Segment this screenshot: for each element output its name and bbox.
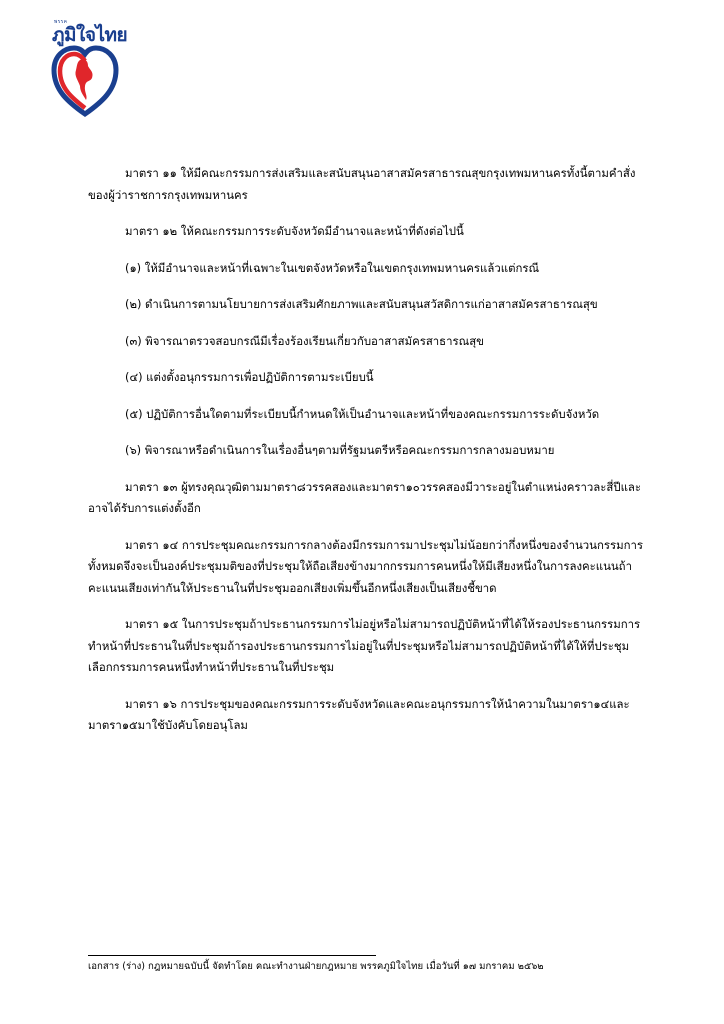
list-item-5: (๕) ปฏิบัติการอื่นใดตามที่ระเบียบนี้กำหนดให้เป็นอำนาจและหน้าที่ของคณะกรรมการระดับจังหวัด <box>125 406 600 421</box>
paragraph-section-16: มาตรา ๑๖ การประชุมของคณะกรรมการระดับจังหวัดและคณะอนุกรรมการให้นำความในมาตรา๑๔และมาตรา๑๕มาใช้บังคับโดยอนุโลม <box>88 696 630 732</box>
list-item-2: (๒) ดำเนินการตามนโยบายการส่งเสริมศักยภาพและสนับสนุนสวัสดิการแก่อาสาสมัครสาธารณสุข <box>125 297 598 311</box>
footer-divider <box>88 955 376 956</box>
paragraph-section-13: มาตรา ๑๓ ผู้ทรงคุณวุฒิตามมาตรา๘วรรคสองและมาตรา๑๐วรรคสองมีวาระอยู่ในตำแหน่งคราวละสี่ปีและอาจได้รับการแต่งตั้งอีก <box>88 479 642 515</box>
list-item-4: (๔) แต่งตั้งอนุกรรมการเพื่อปฏิบัติการตามระเบียบนี้ <box>125 370 374 384</box>
paragraph-section-12: มาตรา ๑๒ ให้คณะกรรมการระดับจังหวัดมีอำนาจและหน้าที่ดังต่อไปนี้ <box>125 224 464 238</box>
logo-small-text: พรรค <box>54 19 68 25</box>
heart-map-icon <box>50 44 120 118</box>
paragraph-section-14: มาตรา ๑๔ การประชุมคณะกรรมการกลางต้องมีกรรมการมาประชุมไม่น้อยกว่ากึ่งหนึ่งของจำนวนกรรมการทั้งหมดจึงจะเป็นองค์ประชุมมติของที่ประชุมให้ถือเสียงข้างมากกรรมการคนหนึ่งให้มีเสียงหนึ่งในการลงคะแนนถ้าคะแนนเสียงเท่ากันให้ประธานในที่ประชุมออกเสียงเพิ่มขึ้นอีกหนึ่งเสียงเป็นเสียงชี้ขาด <box>88 537 644 595</box>
paragraph-section-15: มาตรา ๑๕ ในการประชุมถ้าประธานกรรมการไม่อยู่หรือไม่สามารถปฏิบัติหน้าที่ได้ให้รองประธานกรรมการทำหน้าที่ประธานในที่ประชุมถ้ารองประธานกรรมการไม่อยู่ในที่ประชุมหรือไม่สามารถปฏิบัติหน้าที่ได้ให้ที่ประชุมเลือกกรรมการคนหนึ่งทำหน้าที่ประธานในที่ประชุม <box>88 617 641 674</box>
paragraph-section-11: มาตรา ๑๑ ให้มีคณะกรรมการส่งเสริมและสนับสนุนอาสาสมัครสาธารณสุขกรุงเทพมหานครทั้งนี้ตามคำสั่งของผู้ว่าราชการกรุงเทพมหานคร <box>88 166 636 202</box>
logo-name: ภูมิใจไทย <box>52 24 128 46</box>
list-item-1: (๑) ให้มีอำนาจและหน้าที่เฉพาะในเขตจังหวัดหรือในเขตกรุงเทพมหานครแล้วแต่กรณี <box>125 260 540 275</box>
list-item-3: (๓) พิจารณาตรวจสอบกรณีมีเรื่องร้องเรียนเกี่ยวกับอาสาสมัครสาธารณสุข <box>125 333 484 348</box>
document-body <box>88 163 648 752</box>
list-item-6: (๖) พิจารณาหรือดำเนินการในเรื่องอื่นๆตามที่รัฐมนตรีหรือคณะกรรมการกลางมอบหมาย <box>125 443 555 457</box>
party-logo <box>46 18 128 118</box>
footer-note: เอกสาร (ร่าง) กฎหมายฉบับนี้ จัดทำโดย คณะทำงานฝ่ายกฎหมาย พรรคภูมิใจไทย เมื่อวันที่ ๑๗ มกราคม ๒๕๖๒ <box>88 961 544 972</box>
